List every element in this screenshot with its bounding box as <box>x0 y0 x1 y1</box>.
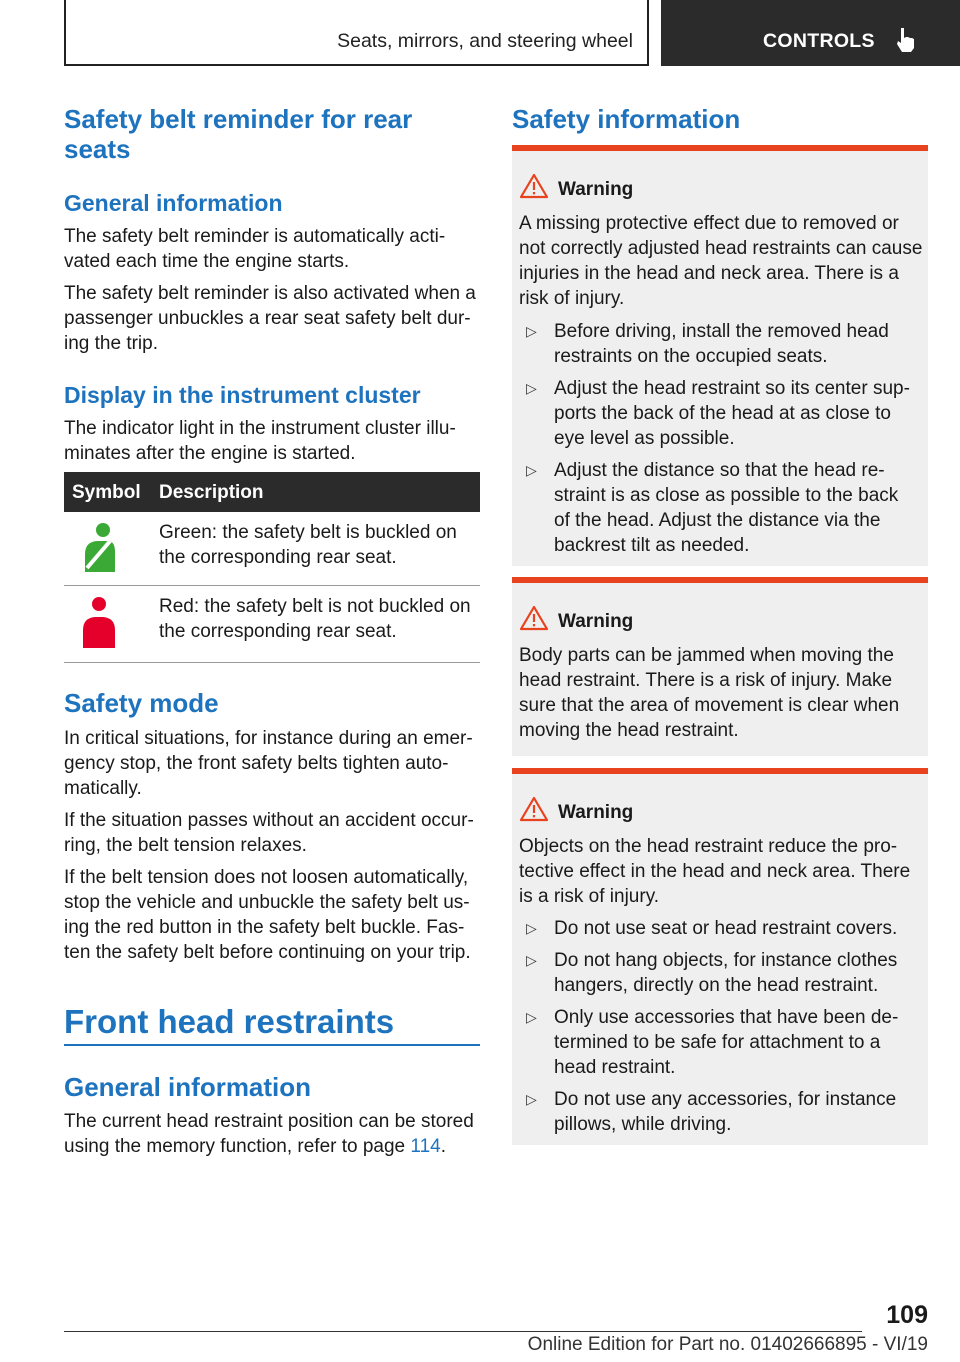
footer-rule <box>64 1331 862 1332</box>
warning-title: Warning <box>558 802 634 823</box>
seatbelt-green-icon <box>81 522 117 572</box>
bullet-marker-icon: ▷ <box>526 1091 537 1107</box>
safety-mode-paragraph-1: In critical situations, for instance during an emer-gency stop, the front safety belts tighten auto-matically. <box>64 728 473 799</box>
list-item: ▷ Before driving, install the removed head restraints on the occupied seats. <box>526 321 889 367</box>
list-item: ▷ Adjust the head restraint so its center sup-ports the back of the head at as close to eye level as possible. <box>526 378 910 449</box>
header-chapter-box[interactable] <box>661 0 960 66</box>
safety-mode-paragraph-3: If the belt tension does not loosen automatically, stop the vehicle and unbuckle the safety belt us-ing the red button in the safety belt buckle. Fas-ten the safety belt before continuing on your trip. <box>64 867 471 963</box>
seatbelt-red-icon <box>81 596 117 648</box>
hand-pointer-icon <box>894 26 918 54</box>
safety-mode-paragraph-2: If the situation passes without an accident occur-ring, the belt tension relaxes. <box>64 810 474 856</box>
list-item: ▷ Adjust the distance so that the head re-straint is as close as possible to the back of the head. Adjust the distance via the backrest tilt as needed. <box>526 460 899 556</box>
table-row <box>64 512 480 586</box>
heading-general-information: General information <box>64 190 283 216</box>
heading-hr-general-information: General information <box>64 1072 312 1102</box>
warning-title: Warning <box>558 179 634 200</box>
heading-display-instrument-cluster: Display in the instrument cluster <box>64 382 421 408</box>
bullet-marker-icon: ▷ <box>526 952 537 968</box>
warning-triangle-icon <box>519 605 549 631</box>
list-item: ▷ Do not hang objects, for instance clothes hangers, directly on the head restraint. <box>526 950 898 996</box>
warning-text: A missing protective effect due to removed or not correctly adjusted head restraints can cause injuries in the head and neck area. There is a risk of injury. <box>519 213 923 309</box>
hr-period: . <box>440 1136 446 1157</box>
table-row <box>64 586 480 663</box>
list-item: ▷ Do not use any accessories, for instance pillows, while driving. <box>526 1089 897 1135</box>
warning-triangle-icon <box>519 796 549 822</box>
general-paragraph-1: The safety belt reminder is automatically acti-vated each time the engine starts. <box>64 226 446 272</box>
table-row-description: Red: the safety belt is not buckled on the corresponding rear seat. <box>159 596 471 642</box>
warning-triangle-icon <box>519 173 549 199</box>
hr-general-text: The current head restraint position can be stored using the memory function, refer to page <box>64 1111 474 1157</box>
heading-safety-mode: Safety mode <box>64 688 219 718</box>
warning-box <box>512 577 928 756</box>
warning-box <box>512 145 928 566</box>
table-row-description: Green: the safety belt is buckled on the corresponding rear seat. <box>159 522 457 568</box>
footer-edition: Online Edition for Part no. 01402666895 - VI/19 <box>527 1334 928 1355</box>
section-title-safety-information: Safety information <box>512 104 741 134</box>
header-section-box <box>64 0 649 66</box>
bullet-marker-icon: ▷ <box>526 323 537 339</box>
header-chapter-title: CONTROLS <box>763 30 875 52</box>
bullet-marker-icon: ▷ <box>526 1009 537 1025</box>
general-paragraph-2: The safety belt reminder is also activated when a passenger unbuckles a rear seat safety belt dur-ing the trip. <box>64 283 476 354</box>
warning-box <box>512 768 928 1145</box>
list-item: ▷ Do not use seat or head restraint covers. <box>526 918 898 939</box>
header-section-title: Seats, mirrors, and steering wheel <box>337 30 633 52</box>
section-title-belt-reminder: Safety belt reminder for rear seats <box>64 104 413 164</box>
bullet-marker-icon: ▷ <box>526 380 537 396</box>
table-header <box>64 472 480 512</box>
page-number: 109 <box>886 1301 928 1329</box>
table-col-symbol: Symbol <box>72 482 141 503</box>
warning-text: Objects on the head restraint reduce the pro-tective effect in the head and neck area. There is a risk of injury. <box>519 836 911 907</box>
bullet-marker-icon: ▷ <box>526 462 537 478</box>
warning-text: Body parts can be jammed when moving the head restraint. There is a risk of injury. Make sure that the area of movement is clear when moving the head restraint. <box>519 645 900 741</box>
list-item: ▷ Only use accessories that have been de-termined to be safe for attachment to a head restraint. <box>526 1007 899 1078</box>
page-link-114[interactable]: 114 <box>410 1136 441 1157</box>
table-col-description: Description <box>159 482 264 503</box>
section-title-front-head-restraints: Front head restraints <box>64 1003 395 1040</box>
warning-title: Warning <box>558 611 634 632</box>
section-rule <box>64 1044 480 1046</box>
bullet-marker-icon: ▷ <box>526 920 537 936</box>
display-paragraph: The indicator light in the instrument cluster illu-minates after the engine is started. <box>64 418 456 464</box>
hr-general-paragraph <box>64 1109 480 1159</box>
